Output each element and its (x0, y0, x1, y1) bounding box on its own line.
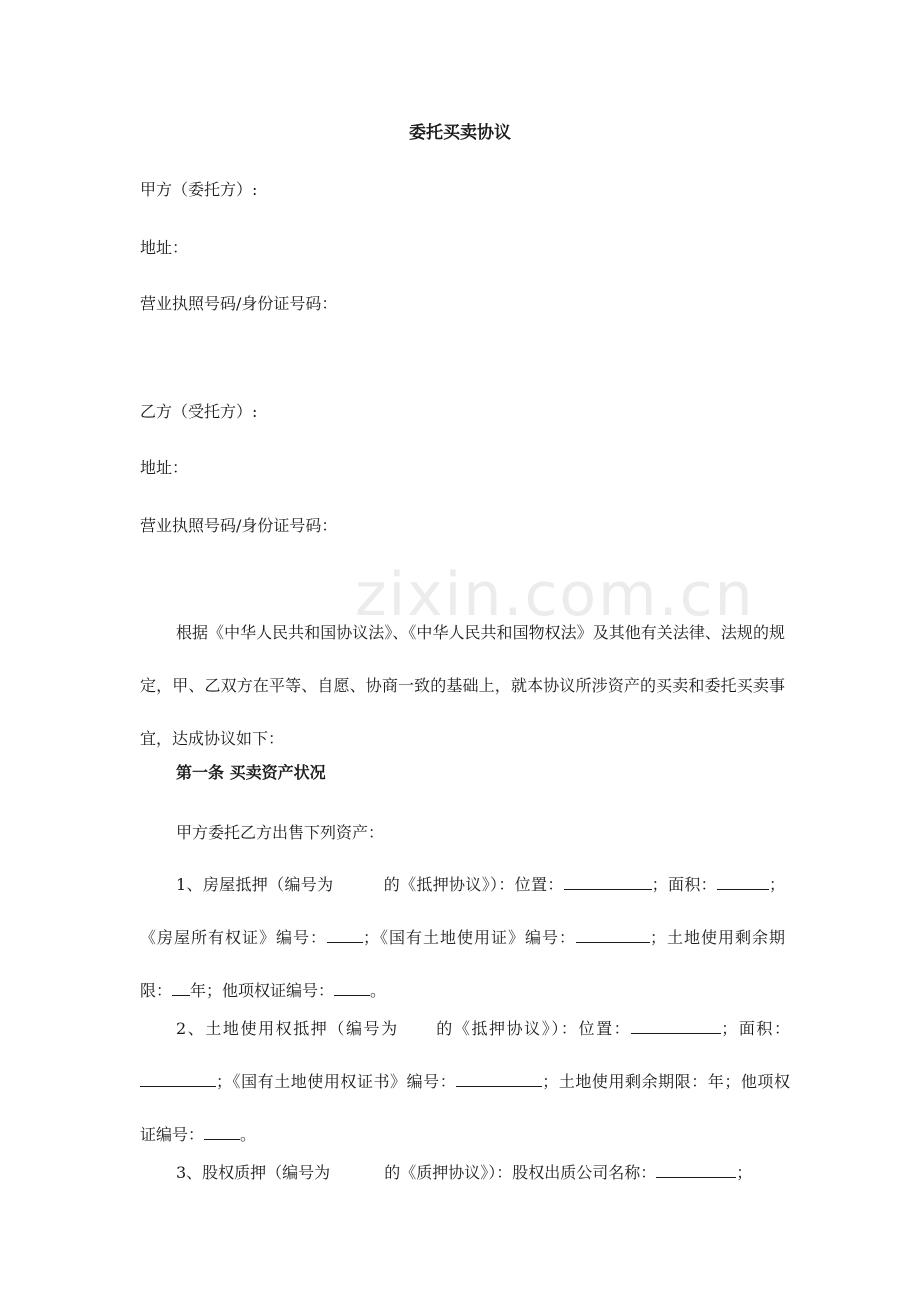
item-3-text-a: 3、股权质押（编号为 (176, 1163, 331, 1182)
blank-company-name (656, 1161, 736, 1178)
party-b-label: 乙方（受托方）: (140, 402, 258, 421)
blank-years (172, 979, 190, 996)
item-1-text-b: 的《抵押协议》）：位置： (383, 875, 564, 894)
item-2-text-d: ；《国有土地使用权证书》编号： (216, 1072, 457, 1091)
item-1-text-d: ；《房屋所有权证》编号： (140, 875, 785, 947)
party-a-address: 地址： (140, 238, 189, 257)
item-2-text-b: 的《抵押协议》）：位置： (434, 1019, 632, 1038)
item-3-text-b: 的《质押协议》）：股权出质公司名称： (384, 1163, 657, 1182)
item-1-text-g: 年；他项权证编号： (190, 981, 335, 1000)
article-1-item-2 (140, 1002, 790, 1161)
party-b-address: 地址： (140, 458, 189, 477)
preamble-paragraph: 根据《中华人民共和国协议法》、《中华人民共和国物权法》及其他有关法律、法规的规定，甲、乙双方在平等、自愿、协商一致的基础上，就本协议所涉资产的买卖和委托买卖事宜，达成协议如下： (140, 623, 785, 748)
item-2-text-e: ；土地使用剩余期限：年；他项权证编号： (140, 1072, 790, 1144)
item-3-text-c: ； (736, 1163, 753, 1182)
blank-location (564, 873, 652, 890)
party-b-id: 营业执照号码/身份证号码： (140, 516, 338, 535)
article-1-heading: 第一条 买卖资产状况 (176, 763, 326, 782)
document-title: 委托买卖协议 (409, 123, 511, 143)
item-2-text-c: ；面积： (721, 1019, 790, 1038)
party-a-id: 营业执照号码/身份证号码： (140, 294, 338, 313)
party-a-label: 甲方（委托方）: (140, 180, 258, 199)
blank-house-cert (327, 926, 363, 943)
blank-location (631, 1017, 721, 1034)
item-1-text-e: ；《国有土地使用证》编号： (362, 928, 576, 947)
blank-land-cert (576, 926, 650, 943)
item-1-text-a: 1、房屋抵押（编号为 (176, 875, 334, 894)
item-1-text-c: ；面积： (651, 875, 717, 894)
watermark: zixin.com.cn (355, 560, 755, 630)
blank-land-right-cert (456, 1070, 542, 1087)
blank-area (717, 873, 769, 890)
item-1-text-h: 。 (370, 981, 387, 1000)
item-2-text-a: 2、土地使用权抵押（编号为 (176, 1019, 399, 1038)
blank-other-cert (204, 1123, 240, 1140)
blank-other-cert (334, 979, 370, 996)
item-2-text-f: 。 (240, 1125, 257, 1144)
article-1-item-1 (140, 858, 785, 1017)
item-1-text-f: ；土地使用剩余期限： (140, 928, 785, 1000)
blank-area (140, 1070, 216, 1087)
article-1-item-3 (140, 1146, 785, 1199)
article-1-intro: 甲方委托乙方出售下列资产： (176, 823, 385, 842)
